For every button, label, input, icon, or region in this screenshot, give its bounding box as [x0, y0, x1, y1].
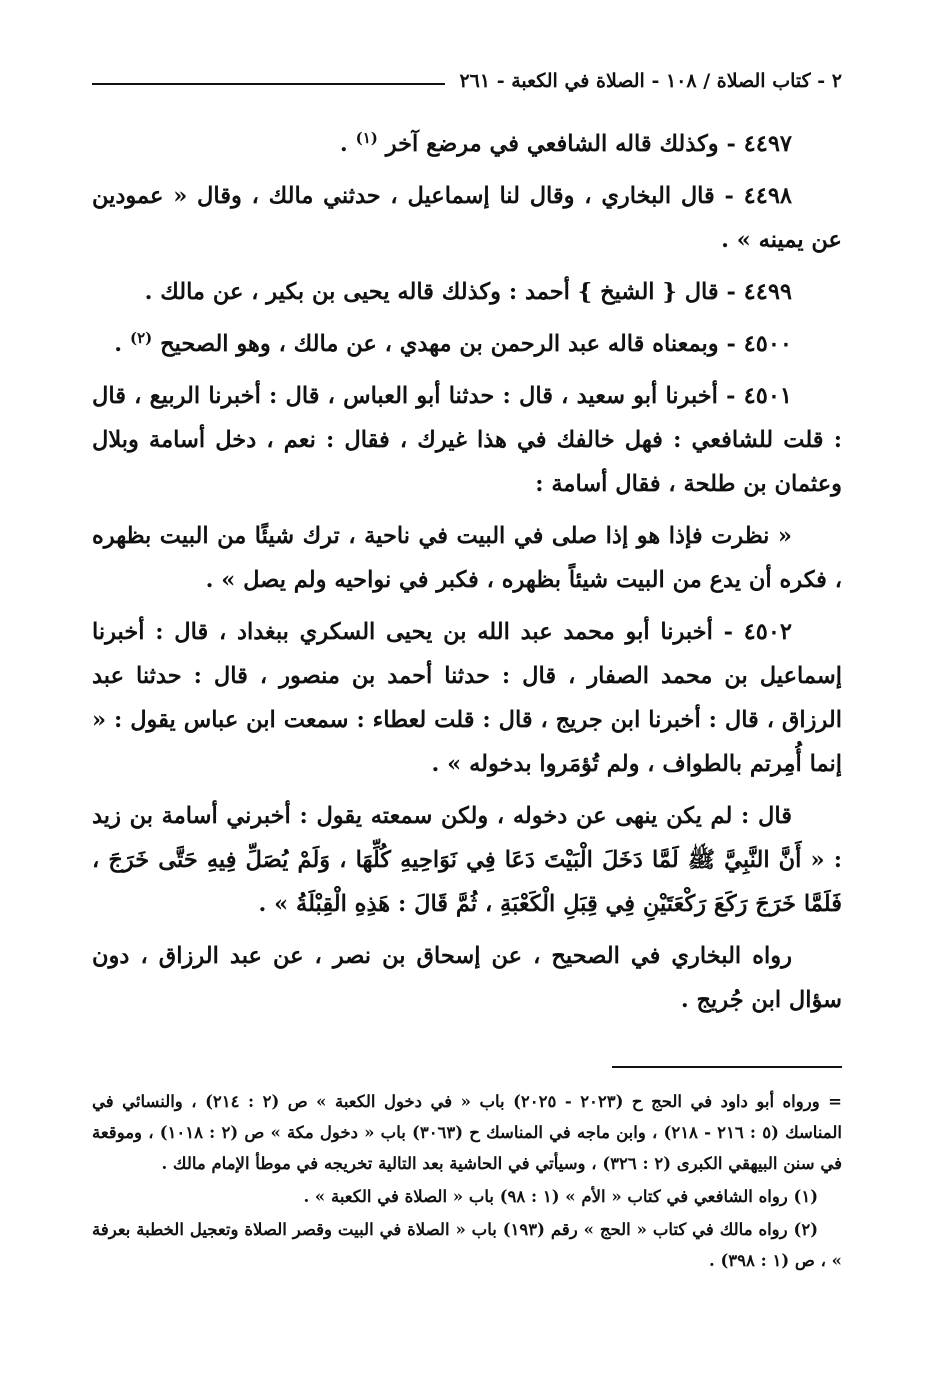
paragraph-4499 [92, 270, 842, 314]
paragraph-4500 [92, 322, 842, 366]
paragraph-4502-source [92, 934, 842, 1022]
paragraph-text: رواه البخاري في الصحيح ، عن إسحاق بن نصر ، عن عبد الرزاق ، دون سؤال ابن جُريج . [92, 943, 842, 1013]
paragraph-text: ٤٥٠٠ - وبمعناه قاله عبد الرحمن بن مهدي ، عن مالك ، وهو الصحيح [160, 331, 792, 357]
paragraph-4501 [92, 374, 842, 506]
paragraph-text: ٤٤٩٧ - وكذلك قاله الشافعي في مرضع آخر [385, 131, 792, 157]
paragraph-4502-hadith [92, 794, 842, 926]
paragraph-text: ٤٥٠٢ - أخبرنا أبو محمد عبد الله بن يحيى السكري ببغداد ، قال : أخبرنا إسماعيل بن محمد الصفار ، قال : حدثنا أحمد بن منصور ، قال : حدثنا عبد الرزاق ، قال : أخبرنا ابن جريج ، قال : قلت لعطاء : سمعت ابن عباس يقول : « إنما أُمِرتم بالطواف ، ولم تُؤمَروا بدخوله » . [92, 619, 842, 777]
paragraph-text: ٤٥٠١ - أخبرنا أبو سعيد ، قال : حدثنا أبو العباس ، قال : أخبرنا الربيع ، قال : قلت للشافعي : فهل خالفك في هذا غيرك ، فقال : نعم ، دخل أسامة وبلال وعثمان بن طلحة ، فقال أسامة : [92, 383, 842, 497]
main-text [92, 122, 842, 1022]
footnote-separator [612, 1066, 842, 1068]
footnotes [92, 1086, 842, 1276]
header-rule [92, 83, 445, 85]
book-page [92, 62, 842, 1278]
paragraph-4502 [92, 610, 842, 786]
footnote-2: (٢) رواه مالك في كتاب « الحج » رقم (١٩٣) باب « الصلاة في البيت وقصر الصلاة وتعجيل الخطبة بعرفة » ، ص (١ : ٣٩٨) . [92, 1220, 842, 1270]
paragraph-4497 [92, 122, 842, 166]
paragraph-tail: . [339, 131, 348, 157]
footnote-1: (١) رواه الشافعي في كتاب « الأم » (١ : ٩٨) باب « الصلاة في الكعبة » . [303, 1187, 818, 1206]
footnote-ref: (١) [355, 129, 378, 147]
footnote-continued: = ورواه أبو داود في الحج ح (٢٠٢٣ - ٢٠٢٥) باب « في دخول الكعبة » ص (٢ : ٢١٤) ، والنسائي في المناسك (٥ : ٢١٦ - ٢١٨) ، وابن ماجه في المناسك ح (٣٠٦٣) باب « دخول مكة » ص (٢ : ١٠١٨) ، وموقعة في سنن البيهقي الكبرى (٢ : ٣٢٦) ، وسيأتي في الحاشية بعد التالية تخريجه في موطأ الإمام مالك . [92, 1092, 842, 1173]
paragraph-text: ٤٤٩٩ - قال { الشيخ } أحمد : وكذلك قاله يحيى بن بكير ، عن مالك . [144, 279, 792, 305]
quote-4501 [92, 514, 842, 602]
running-header [92, 62, 842, 100]
running-title: ٢ - كتاب الصلاة / ١٠٨ - الصلاة في الكعبة - ٢٦١ [459, 70, 842, 92]
quote-text: « نظرت فإذا هو إذا صلى في البيت في ناحية ، ترك شيئًا من البيت بظهره ، فكره أن يدع من البيت شيئاً بظهره ، فكبر في نواحيه ولم يصل » . [92, 523, 842, 593]
paragraph-text: قال : لم يكن ينهى عن دخوله ، ولكن سمعته يقول : أخبرني أسامة بن زيد : « أَنَّ النَّبِيَّ ﷺ لَمَّا دَخَلَ الْبَيْتَ دَعَا فِي نَوَاحِيهِ كُلِّهَا ، وَلَمْ يُصَلِّ فِيهِ حَتَّى خَرَجَ ، فَلَمَّا خَرَجَ رَكَعَ رَكْعَتَيْنِ فِي قِبَلِ الْكَعْبَةِ ، ثُمَّ قَالَ : هَذِهِ الْقِبْلَةُ » . [92, 803, 842, 917]
paragraph-tail: . [114, 331, 123, 357]
footnote-ref: (٢) [129, 329, 153, 347]
paragraph-text: ٤٤٩٨ - قال البخاري ، وقال لنا إسماعيل ، حدثني مالك ، وقال « عمودين عن يمينه » . [92, 183, 842, 253]
paragraph-4498 [92, 174, 842, 262]
